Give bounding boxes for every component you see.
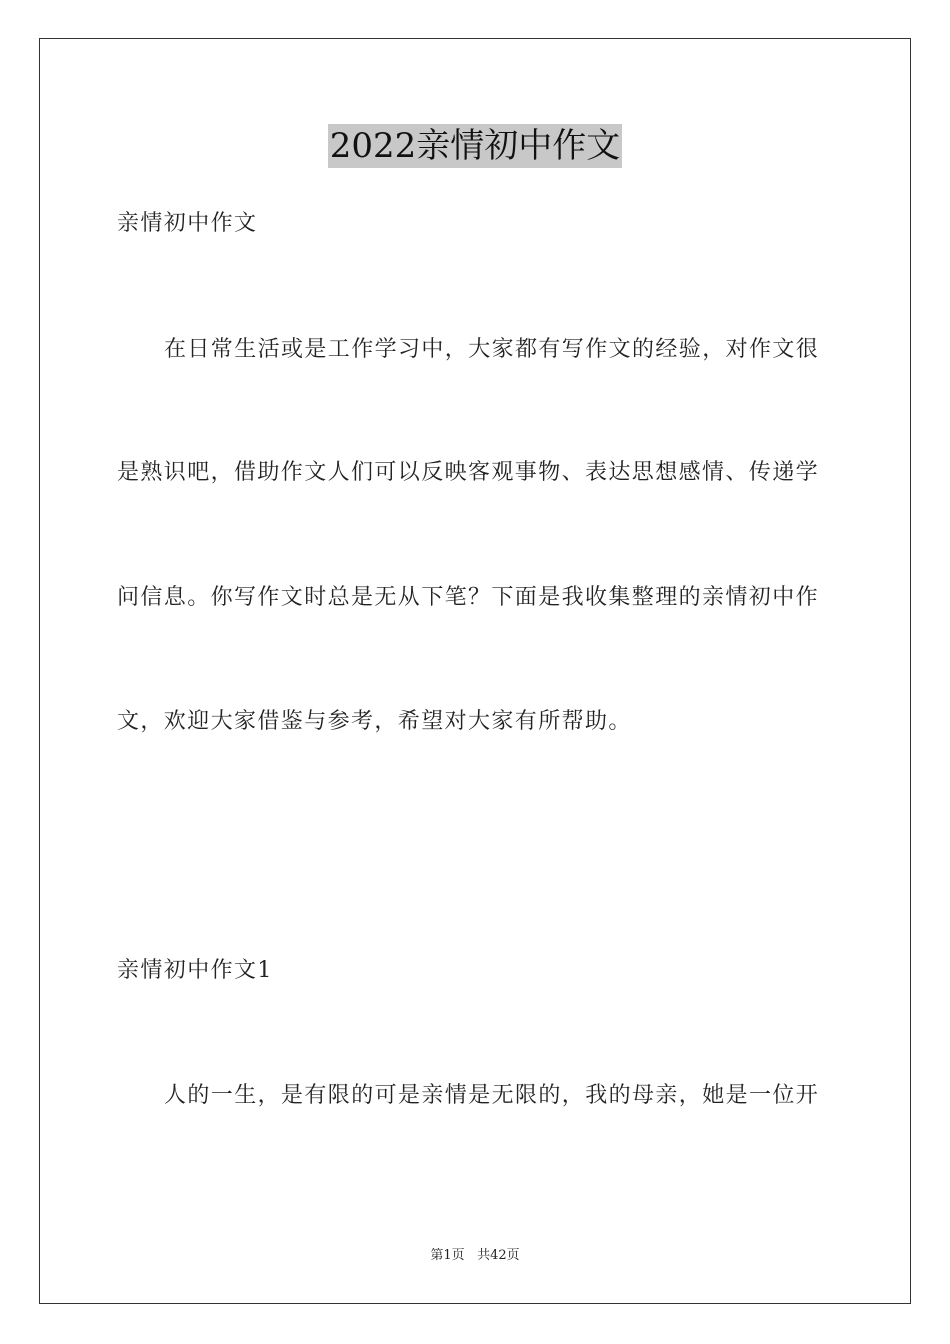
document-title: 2022亲情初中作文 [329, 126, 621, 166]
paragraph-line: 是熟识吧，借助作文人们可以反映客观事物、表达思想感情、传递学 [117, 460, 820, 485]
paragraph-line: 人的一生，是有限的可是亲情是无限的，我的母亲，她是一位开 [164, 1083, 820, 1108]
page-footer [0, 1247, 950, 1265]
paragraph-line: 在日常生活或是工作学习中，大家都有写作文的经验，对作文很 [164, 337, 820, 362]
subtitle: 亲情初中作文 [117, 211, 258, 236]
title-container [0, 124, 950, 168]
paragraph-line: 问信息。你写作文时总是无从下笔？下面是我收集整理的亲情初中作 [117, 585, 820, 610]
paragraph-line: 文，欢迎大家借鉴与参考，希望对大家有所帮助。 [117, 709, 632, 734]
page-total: 共42页 [477, 1248, 520, 1263]
page-number: 第1页 [430, 1248, 465, 1263]
section-heading: 亲情初中作文1 [117, 958, 273, 983]
